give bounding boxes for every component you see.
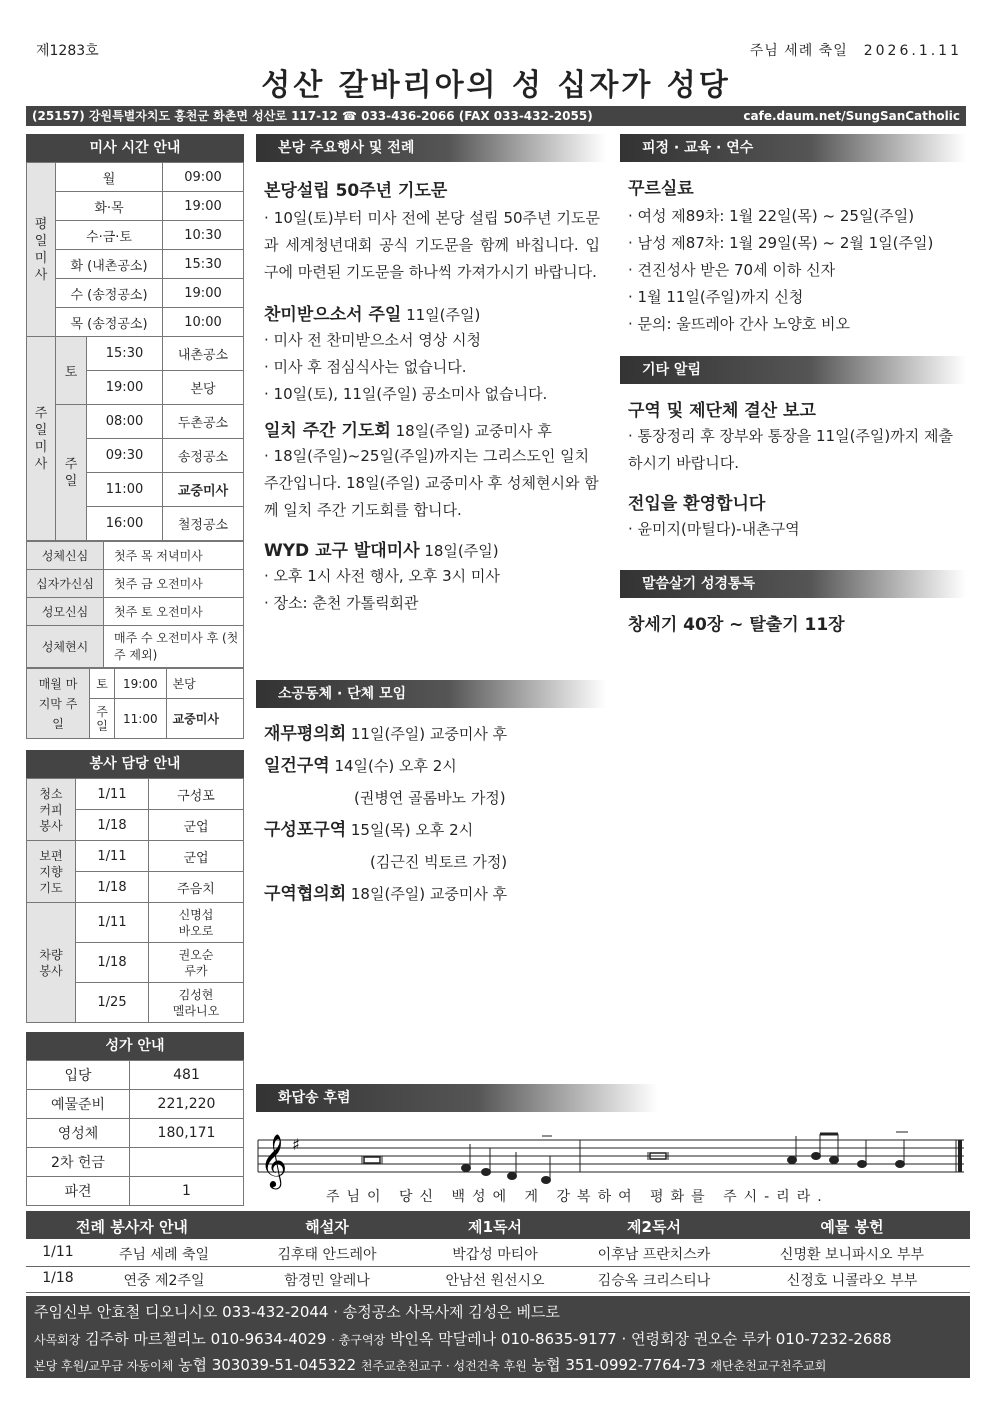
staff-feast: 연중 제2주일 — [123, 1273, 205, 1289]
lastsun-day: 토 — [90, 669, 115, 699]
feast-name: 주님 세례 축일 — [749, 43, 848, 59]
mass-schedule — [26, 134, 244, 739]
hymn-label: 입당 — [27, 1061, 130, 1090]
hymn-value: 221,220 — [130, 1090, 244, 1119]
event-line: · 오후 1시 사전 행사, 오후 3시 미사 — [264, 567, 500, 585]
event-heading: 일치 주간 기도회 18일(주일) 교중미사 후 — [264, 421, 552, 441]
event-line: · 미사 후 점심식사는 없습니다. — [264, 358, 467, 376]
service-date: 1/11 — [76, 841, 149, 872]
event-heading: 본당설립 50주년 기도문 — [264, 181, 448, 201]
event-line: · 10일(토)부터 미사 전에 본당 설립 50주년 기도문과 세계청년대회 공식 기도문을 함께 바칩니다. 입구에 마련된 기도문을 하나씩 가져가시기 바랍니다. — [264, 209, 600, 281]
devotion-name: 성체현시 — [27, 626, 104, 668]
service-title: 봉사 담당 안내 — [26, 750, 244, 778]
staff-offering: 신명환 보니파시오 부부 — [779, 1247, 925, 1263]
weekday-mass-label: 평일미사 — [27, 163, 56, 337]
groups-section — [256, 680, 606, 910]
group-item: 구성포구역 15일(목) 오후 2시 — [264, 820, 474, 840]
sun-time: 08:00 — [87, 405, 163, 439]
staff-header-commentator: 해설자 — [305, 1218, 349, 1236]
issue-date: 2026.1.11 — [863, 43, 962, 59]
service-date: 1/18 — [76, 943, 149, 983]
sunday-mass-label: 주일미사 — [27, 337, 56, 541]
sun-place: 철정공소 — [163, 507, 244, 541]
hymn-label: 2차 헌금 — [27, 1148, 130, 1177]
event-line: · 미사 전 찬미받으소서 영상 시청 — [264, 331, 481, 349]
group-item: 일건구역 14일(수) 오후 2시 — [264, 756, 457, 776]
hymn-table — [26, 1060, 244, 1206]
sunday-label: 주일 — [56, 405, 87, 541]
psalm-title: 화답송 후렴 — [256, 1084, 658, 1112]
service-name-cell — [149, 903, 244, 943]
retreat-section — [620, 134, 966, 338]
notice-heading: 전입을 환영합니다 — [628, 494, 766, 514]
event-line: · 10일(토), 11일(주일) 공소미사 없습니다. — [264, 385, 548, 403]
staff-feast: 주님 세례 축일 — [118, 1247, 210, 1263]
service-date: 1/11 — [76, 903, 149, 943]
service-name-cell — [149, 983, 244, 1023]
sat-place: 본당 — [163, 371, 244, 405]
notice-line: · 윤미지(마틸다)-내촌구역 — [628, 520, 800, 538]
staff-row — [26, 1266, 970, 1293]
notice-body — [620, 384, 966, 543]
weekday-time: 19:00 — [163, 279, 244, 308]
church-title: 성산 갈바리아의 성 십자가 성당 — [261, 68, 731, 103]
hymn-value — [130, 1148, 244, 1177]
bible-section — [620, 570, 966, 635]
retreat-body — [620, 162, 966, 338]
service-date: 1/11 — [76, 779, 149, 810]
group-item: 재무평의회 11일(주일) 교중미사 후 — [264, 724, 508, 744]
service-name-cell — [149, 943, 244, 983]
hymn-value: 481 — [130, 1061, 244, 1090]
event-heading: WYD 교구 발대미사 18일(주일) — [264, 541, 499, 561]
treble-clef-icon: 𝄞 — [260, 1133, 288, 1187]
hymn-label: 영성체 — [27, 1119, 130, 1148]
weekday-time: 15:30 — [163, 250, 244, 279]
staff-row — [26, 1240, 970, 1267]
lastsun-place: 본당 — [166, 669, 243, 699]
staff-reading2: 김승옥 크리스티나 — [597, 1273, 711, 1289]
retreat-heading: 꾸르실료 — [628, 179, 694, 199]
staff-commentator: 김후태 안드레아 — [277, 1247, 377, 1263]
devotion-name: 성체신심 — [27, 542, 104, 570]
weekday-day: 수·금·토 — [56, 221, 163, 250]
sun-time: 11:00 — [87, 473, 163, 507]
footer-council: 사목회장 김주하 마르첼리노 010-9634-4029 · 총구역장 박인옥 막달레나 010-8635-9177 · 연령회장 권오순 루카 010-7232-2688 — [34, 1330, 892, 1348]
groups-list — [256, 708, 606, 910]
weekday-day: 월 — [56, 163, 163, 192]
sun-time: 16:00 — [87, 507, 163, 541]
lastsun-time: 11:00 — [115, 699, 167, 739]
address: (25157) 강원특별자치도 홍천군 화촌면 성산로 117-12 ☎ 033-436-2066 (FAX 033-432-2055) — [32, 109, 593, 123]
bible-reading: 창세기 40장 ~ 탈출기 11장 — [628, 615, 845, 635]
footer-contacts — [26, 1296, 970, 1378]
header-feast-date — [750, 40, 962, 60]
sat-place: 내촌공소 — [163, 337, 244, 371]
weekday-day: 화 (내촌공소) — [56, 250, 163, 279]
staff-date: 1/11 — [42, 1244, 74, 1260]
lastsun-day: 주일 — [96, 704, 108, 733]
bible-title: 말씀살기 성경통독 — [620, 570, 966, 598]
retreat-line: · 남성 제87차: 1월 29일(목) ~ 2월 1일(주일) — [628, 234, 934, 252]
service-name: 김성현 멜라니오 — [172, 987, 220, 1018]
devotion-desc: 매주 수 오전미사 후 (첫 주 제외) — [104, 626, 244, 668]
event-heading: 찬미받으소서 주일 11일(주일) — [264, 305, 481, 325]
service-name: 권오순 루카 — [178, 947, 214, 978]
retreat-line: · 견진성사 받은 70세 이하 신자 — [628, 261, 836, 279]
service-name: 군업 — [149, 841, 244, 872]
staff-commentator: 함경민 알레나 — [284, 1273, 370, 1289]
events-title: 본당 주요행사 및 전례 — [256, 134, 606, 162]
service-group-label: 보편 지향 기도 — [27, 841, 76, 903]
cafe-link[interactable]: cafe.daum.net/SungSanCatholic — [743, 109, 960, 123]
notice-section — [620, 356, 966, 543]
weekday-time: 10:00 — [163, 308, 244, 337]
staff-offering: 신정호 니콜라오 부부 — [786, 1273, 918, 1289]
saturday-label: 토 — [56, 337, 87, 405]
staff-reading2: 이후남 프란치스카 — [597, 1247, 711, 1263]
weekday-time: 10:30 — [163, 221, 244, 250]
hymn-title: 성가 안내 — [26, 1032, 244, 1060]
lastsun-place: 교중미사 — [166, 699, 243, 739]
group-item: 구역협의회 18일(주일) 교중미사 후 — [264, 884, 508, 904]
events-list — [256, 162, 606, 617]
service-name: 주음치 — [149, 872, 244, 903]
service-date: 1/18 — [76, 872, 149, 903]
staff-header-reading1: 제1독서 — [468, 1218, 522, 1236]
group-note: (권병연 골롬바노 가정) — [354, 789, 506, 807]
devotion-name: 십자가신심 — [27, 570, 104, 598]
sun-place: 교중미사 — [163, 473, 244, 507]
weekday-day: 수 (송정공소) — [56, 279, 163, 308]
last-sunday-table — [26, 668, 244, 739]
hymn-label: 파견 — [27, 1177, 130, 1206]
service-schedule — [26, 750, 244, 1023]
devotion-desc: 첫주 목 저녁미사 — [104, 542, 244, 570]
service-table — [26, 778, 244, 1023]
devotion-name: 성모신심 — [27, 598, 104, 626]
mass-table — [26, 162, 244, 541]
mass-schedule-title: 미사 시간 안내 — [26, 134, 244, 162]
lastsun-time: 19:00 — [115, 669, 167, 699]
devotion-table — [26, 541, 244, 668]
notice-title: 기타 알림 — [620, 356, 966, 384]
events-section — [256, 134, 606, 617]
staff-header-title: 전례 봉사자 안내 — [76, 1218, 188, 1236]
weekday-day: 목 (송정공소) — [56, 308, 163, 337]
devotion-desc: 첫주 토 오전미사 — [104, 598, 244, 626]
groups-title: 소공동체 · 단체 모임 — [256, 680, 606, 708]
lastsun-day-cell — [90, 699, 115, 739]
staff-date: 1/18 — [42, 1270, 74, 1286]
psalm-section — [256, 1084, 968, 1205]
retreat-line: · 1월 11일(주일)까지 신청 — [628, 288, 804, 306]
footer-pastor: 주임신부 안효철 디오니시오 033-432-2044 · 송정공소 사목사제 김성은 베드로 — [34, 1303, 560, 1321]
retreat-line: · 여성 제89차: 1월 22일(목) ~ 25일(주일) — [628, 207, 915, 225]
sat-time: 19:00 — [87, 371, 163, 405]
group-note: (김근진 빅토르 가정) — [370, 853, 508, 871]
service-name: 구성포 — [149, 779, 244, 810]
hymn-label: 예물준비 — [27, 1090, 130, 1119]
service-date: 1/18 — [76, 810, 149, 841]
last-sunday-label: 매월 마지막 주일 — [27, 669, 90, 739]
liturgy-staff-header — [26, 1211, 970, 1239]
hymn-value: 180,171 — [130, 1119, 244, 1148]
service-date: 1/25 — [76, 983, 149, 1023]
retreat-title: 피정 · 교육 · 연수 — [620, 134, 966, 162]
staff-header-reading2: 제2독서 — [627, 1218, 681, 1236]
event-line: · 18일(주일)~25일(주일)까지는 그리스도인 일치 주간입니다. 18일(주일) 교중미사 후 성체현시와 함께 일치 주간 기도회를 합니다. — [264, 447, 599, 519]
footer-accounts: 본당 후원/교무금 자동이체 농협 303039-51-045322 천주교춘천교구 · 성전건축 후원 농협 351-0992-7764-73 재단춘천교구천주교회 — [34, 1356, 827, 1374]
hymn-value: 1 — [130, 1177, 244, 1206]
event-line: · 장소: 춘천 가톨릭회관 — [264, 594, 419, 612]
sat-time: 15:30 — [87, 337, 163, 371]
staff-header-offering: 예물 봉헌 — [820, 1218, 884, 1236]
sun-place: 송정공소 — [163, 439, 244, 473]
retreat-line: · 문의: 울뜨레아 간사 노양호 비오 — [628, 315, 851, 333]
sharp-icon: ♯ — [292, 1135, 300, 1154]
notice-line: · 통장정리 후 장부와 통장을 11일(주일)까지 제출하시기 바랍니다. — [628, 427, 953, 472]
service-group-label: 청소 커피 봉사 — [27, 779, 76, 841]
devotion-desc: 첫주 금 오전미사 — [104, 570, 244, 598]
service-name: 신명섭 바오로 — [178, 907, 214, 938]
notice-heading: 구역 및 제단체 결산 보고 — [628, 401, 816, 421]
weekday-time: 09:00 — [163, 163, 244, 192]
weekday-day: 화·목 — [56, 192, 163, 221]
service-name: 군업 — [149, 810, 244, 841]
sun-time: 09:30 — [87, 439, 163, 473]
sun-place: 두촌공소 — [163, 405, 244, 439]
hymn-guide — [26, 1032, 244, 1206]
address-bar — [26, 106, 966, 126]
staff-reading1: 박갑성 마티아 — [452, 1247, 538, 1263]
psalm-lyrics: 주님이 당신 백성에 게 강복하여 평화를 주시-리라. — [326, 1189, 829, 1205]
issue-number: 제1283호 — [36, 43, 99, 59]
service-group-label: 차량 봉사 — [27, 903, 76, 1023]
staff-reading1: 안남선 원선시오 — [445, 1273, 545, 1289]
weekday-time: 19:00 — [163, 192, 244, 221]
